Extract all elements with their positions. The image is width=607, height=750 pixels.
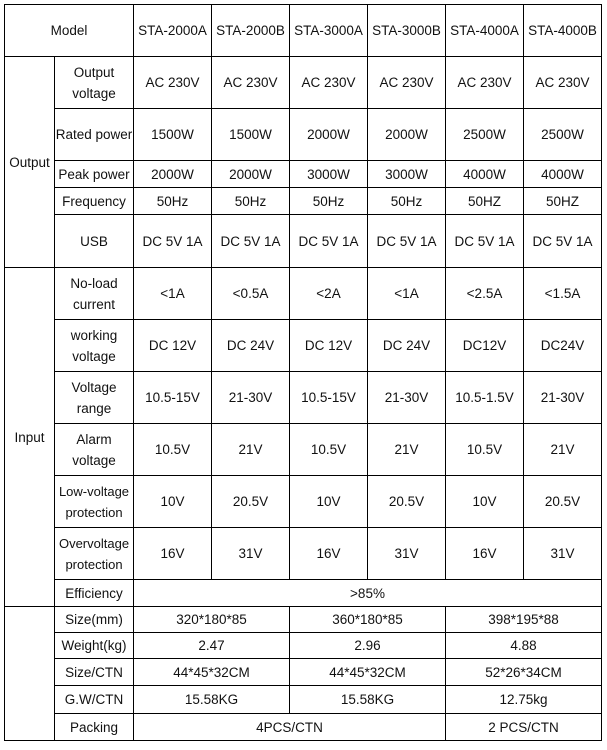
table-row [5,714,602,741]
row-label: Voltage range [55,372,134,424]
table-row [5,424,602,476]
cell: 12.75kg [446,686,602,714]
row-label: working voltage [55,320,134,372]
cell: 4.88 [446,633,602,659]
cell: 16V [290,528,368,580]
model-name: STA-2000A [134,5,212,57]
cell: <1.5A [524,268,602,320]
cell: AC 230V [290,57,368,109]
cell: 15.58KG [290,686,446,714]
table-row [5,633,602,659]
row-label: No-load current [55,268,134,320]
cell: 398*195*88 [446,607,602,633]
cell: 21-30V [212,372,290,424]
model-row [5,5,602,57]
table-row [5,528,602,580]
cell: 31V [212,528,290,580]
cell: 4000W [446,161,524,188]
cell: 21-30V [524,372,602,424]
cell: DC 5V 1A [134,215,212,268]
cell: 10.5V [134,424,212,476]
cell: 20.5V [524,476,602,528]
cell: DC 24V [212,320,290,372]
cell: 50Hz [368,188,446,215]
table-row [5,476,602,528]
row-label: Frequency [55,188,134,215]
cell: <2A [290,268,368,320]
cell: DC 5V 1A [368,215,446,268]
cell: 10.5-15V [290,372,368,424]
cell: 2.47 [134,633,290,659]
cell: 16V [134,528,212,580]
cell: 2500W [524,109,602,161]
cell: 44*45*32CM [290,659,446,686]
row-label: Size/CTN [55,659,134,686]
efficiency-value: >85% [134,580,602,607]
cell: DC 5V 1A [446,215,524,268]
table-row [5,215,602,268]
row-label: Low-voltage protection [55,476,134,528]
cell: DC 12V [290,320,368,372]
cell: AC 230V [212,57,290,109]
cell: 1500W [134,109,212,161]
cell: 20.5V [368,476,446,528]
cell: AC 230V [368,57,446,109]
model-name: STA-3000A [290,5,368,57]
cell: 360*180*85 [290,607,446,633]
row-label: G.W/CTN [55,686,134,714]
table-row [5,161,602,188]
cell: 50Hz [290,188,368,215]
cell: 10.5V [290,424,368,476]
cell: <1A [134,268,212,320]
row-label: Overvoltage protection [55,528,134,580]
cell: 44*45*32CM [134,659,290,686]
cell: DC 5V 1A [290,215,368,268]
table-row [5,109,602,161]
table-row [5,372,602,424]
cell: 2000W [212,161,290,188]
cell: 3000W [368,161,446,188]
cell: 2.96 [290,633,446,659]
cell: 3000W [290,161,368,188]
spec-table [4,4,602,741]
cell: 50Hz [212,188,290,215]
cell: <2.5A [446,268,524,320]
cell: 320*180*85 [134,607,290,633]
cell: 2500W [446,109,524,161]
row-label: Alarm voltage [55,424,134,476]
cell: 1500W [212,109,290,161]
row-label: Rated power [55,109,134,161]
table-row [5,580,602,607]
cell: 16V [446,528,524,580]
row-label: USB [55,215,134,268]
cell: 50HZ [446,188,524,215]
table-row [5,659,602,686]
table-row [5,57,602,109]
cell: AC 230V [134,57,212,109]
cell: DC24V [524,320,602,372]
table-row [5,188,602,215]
table-row [5,268,602,320]
cell: 50Hz [134,188,212,215]
cell: AC 230V [446,57,524,109]
cell: DC 5V 1A [212,215,290,268]
cell: 52*26*34CM [446,659,602,686]
cell: 31V [524,528,602,580]
model-name: STA-3000B [368,5,446,57]
cell: 21V [368,424,446,476]
table-row [5,320,602,372]
row-label: Peak power [55,161,134,188]
cell: DC 5V 1A [524,215,602,268]
model-name: STA-4000A [446,5,524,57]
cell: 50HZ [524,188,602,215]
cell: 10.5V [446,424,524,476]
cell: 4PCS/CTN [134,714,446,741]
output-group-label: Output [5,57,55,268]
model-label: Model [5,5,134,57]
cell: 10V [446,476,524,528]
cell: 2000W [134,161,212,188]
cell: DC12V [446,320,524,372]
cell: <1A [368,268,446,320]
cell: 10V [290,476,368,528]
input-group-label: Input [5,268,55,607]
cell: 2000W [368,109,446,161]
model-name: STA-4000B [524,5,602,57]
cell: DC 12V [134,320,212,372]
row-label: Size(mm) [55,607,134,633]
table-row [5,686,602,714]
cell: 2 PCS/CTN [446,714,602,741]
cell: DC 24V [368,320,446,372]
cell: 10V [134,476,212,528]
package-group-label [5,607,55,741]
cell: 21V [212,424,290,476]
row-label: Efficiency [55,580,134,607]
cell: 4000W [524,161,602,188]
cell: 31V [368,528,446,580]
row-label: Weight(kg) [55,633,134,659]
cell: AC 230V [524,57,602,109]
cell: 20.5V [212,476,290,528]
cell: 21V [524,424,602,476]
row-label: Packing [55,714,134,741]
cell: 21-30V [368,372,446,424]
cell: 2000W [290,109,368,161]
row-label: Output voltage [55,57,134,109]
cell: 15.58KG [134,686,290,714]
table-row [5,607,602,633]
cell: 10.5-15V [134,372,212,424]
cell: 10.5-1.5V [446,372,524,424]
model-name: STA-2000B [212,5,290,57]
cell: <0.5A [212,268,290,320]
